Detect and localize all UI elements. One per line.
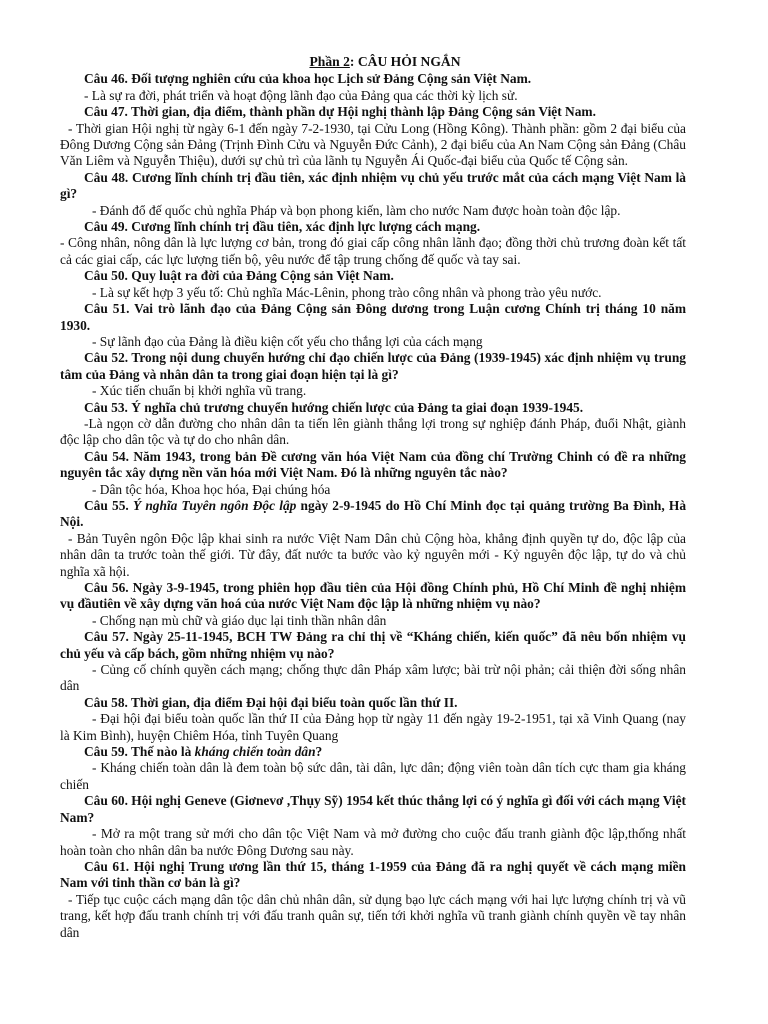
- question-59-italic: kháng chiến toàn dân: [194, 744, 316, 760]
- question-55-pre: Câu 55.: [84, 497, 133, 513]
- answer-52: - Xúc tiến chuẩn bị khởi nghĩa vũ trang.: [92, 383, 307, 399]
- question-59-post: ?: [315, 744, 323, 760]
- answer-46: - Là sự ra đời, phát triển và hoạt động lãnh đạo của Đảng qua các thời kỳ lịch sử.: [84, 87, 518, 103]
- question-55-italic: Ý nghĩa Tuyên ngôn Độc lập: [132, 497, 297, 513]
- page-title: [84, 54, 686, 70]
- title-rest: : CÂU HỎI NGẮN: [349, 54, 461, 69]
- question-59-pre: Câu 59. Thế nào là: [84, 744, 195, 760]
- answer-48: - Đánh đổ đế quốc chủ nghĩa Pháp và bọn phong kiến, làm cho nước Nam được hoàn toàn độc lập.: [92, 202, 621, 218]
- answer-50: - Là sự kết hợp 3 yếu tố: Chủ nghĩa Mác-Lênin, phong trào công nhân và phong trào yêu nước.: [92, 284, 602, 300]
- question-59: [84, 744, 686, 760]
- question-46: Câu 46. Đối tượng nghiên cứu của khoa học Lịch sử Đảng Cộng sản Việt Nam.: [84, 71, 532, 87]
- question-55-post: ngày 2-9-1945 do Hồ Chí Minh đọc tại quảng trường Ba Đình, Hà Nội.: [60, 497, 687, 530]
- question-55: [60, 498, 686, 531]
- answer-60: - Mở ra một trang sử mới cho dân tộc Việt Nam và mở đường cho cuộc đấu tranh giành độc lập,thống nhất hoàn toàn cho nhân dân ba nước Đông Dương sau này.: [60, 826, 686, 858]
- question-52: Câu 52. Trong nội dung chuyển hướng chỉ đạo chiến lược của Đảng (1939-1945) xác định nhiệm vụ trung tâm của Đảng và nhân dân ta trong giai đoạn hiện tại là gì?: [60, 350, 686, 382]
- question-58: Câu 58. Thời gian, địa điểm Đại hội đại biểu toàn quốc lần thứ II.: [84, 694, 458, 710]
- answer-56: - Chống nạn mù chữ và giáo dục lại tinh thần nhân dân: [92, 612, 387, 628]
- answer-53: -Là ngọn cờ dẫn đường cho nhân dân ta tiến lên giành thắng lợi trong sự nghiệp đánh Pháp, đuổi Nhật, giành độc lập cho dân tộc và tự do cho nhân dân.: [60, 415, 686, 448]
- question-49: Câu 49. Cương lĩnh chính trị đầu tiên, xác định lực lượng cách mạng.: [84, 219, 481, 235]
- answer-61: - Tiếp tục cuộc cách mạng dân tộc dân chủ nhân dân, sử dụng bạo lực cách mạng với hai lực lượng chính trị và vũ trang, kết hợp đấu tranh chính trị với đấu tranh quân sự, tiến tới khởi nghĩa vũ tranh giành chính quyền về tay nhân dân: [60, 891, 686, 940]
- question-51: Câu 51. Vai trò lãnh đạo của Đảng Cộng sản Đông dương trong Luận cương Chính trị tháng 10 năm 1930.: [60, 301, 686, 333]
- answer-54: - Dân tộc hóa, Khoa học hóa, Đại chúng hóa: [92, 481, 331, 497]
- question-56: Câu 56. Ngày 3-9-1945, trong phiên họp đầu tiên của Hội đồng Chính phủ, Hồ Chí Minh đề nghị nhiệm vụ đầutiên về xây dựng văn hoá của nước Việt Nam độc lập là những nhiệm vụ nào?: [60, 580, 686, 612]
- question-47: Câu 47. Thời gian, địa điểm, thành phần dự Hội nghị thành lập Đảng Cộng sản Việt Nam.: [84, 104, 596, 120]
- answer-55: - Bản Tuyên ngôn Độc lập khai sinh ra nước Việt Nam Dân chủ Cộng hòa, khẳng định quyền tự do, độc lập của nhân dân ta trước toàn thế giới. Từ đây, đất nước ta bước vào kỷ nguyên mới - Kỷ nguyên độc lập, tự do và chủ nghĩa xã hội.: [60, 530, 686, 579]
- question-60: Câu 60. Hội nghị Geneve (Giơnevơ ,Thụy Sỹ) 1954 kết thúc thắng lợi có ý nghĩa gì đối với cách mạng Việt Nam?: [60, 793, 686, 825]
- answer-47: - Thời gian Hội nghị từ ngày 6-1 đến ngày 7-2-1930, tại Cửu Long (Hồng Kông). Thành phần: gồm 2 đại biểu của Đông Dương Cộng sản Đảng (Trịnh Đình Cửu và Nguyễn Đức Cảnh), 2 đại biểu của An Nam Cộng sản Đảng (Châu Văn Liêm và Nguyễn Thiệu), dưới sự chủ trì của lãnh tụ Nguyễn Ái Quốc-đại biểu của Quốc tế Cộng sản.: [60, 120, 686, 169]
- answer-58: - Đại hội đại biểu toàn quốc lần thứ II của Đảng họp từ ngày 11 đến ngày 19-2-1951, tại xã Vinh Quang (nay là Kim Bình), huyện Chiêm Hóa, tỉnh Tuyên Quang: [60, 711, 686, 743]
- answer-51: - Sự lãnh đạo của Đảng là điều kiện cốt yếu cho thắng lợi của cách mạng: [92, 333, 483, 349]
- answer-59: - Kháng chiến toàn dân là đem toàn bộ sức dân, tài dân, lực dân; động viên toàn dân tích cực tham gia kháng chiến: [60, 760, 686, 792]
- title-prefix: Phần 2: [309, 54, 350, 69]
- question-53: Câu 53. Ý nghĩa chủ trương chuyển hướng chiến lược của Đảng ta giai đoạn 1939-1945.: [84, 399, 584, 415]
- question-61: Câu 61. Hội nghị Trung ương lần thứ 15, tháng 1-1959 của Đảng đã ra nghị quyết về cách mạng miền Nam với tinh thần cơ bản là gì?: [60, 858, 686, 891]
- question-50: Câu 50. Quy luật ra đời của Đảng Cộng sản Việt Nam.: [84, 268, 394, 284]
- answer-49: - Công nhân, nông dân là lực lượng cơ bản, trong đó giai cấp công nhân lãnh đạo; đồng thời chủ trương đoàn kết tất cả các giai cấp, các lực lượng tiến bộ, yêu nước để tập trung chống đế quốc và tay sai.: [60, 235, 686, 267]
- question-54: Câu 54. Năm 1943, trong bản Đề cương văn hóa Việt Nam của đồng chí Trường Chinh có đề ra những nguyên tắc xây dựng nền văn hóa mới Việt Nam. Đó là những nguyên tắc nào?: [60, 448, 686, 481]
- answer-57: - Củng cố chính quyền cách mạng; chống thực dân Pháp xâm lược; bài trừ nội phản; cải thiện đời sống nhân dân: [60, 662, 686, 694]
- question-48: Câu 48. Cương lĩnh chính trị đầu tiên, xác định nhiệm vụ chủ yếu trước mắt của cách mạng Việt Nam là gì?: [60, 169, 686, 202]
- question-57: Câu 57. Ngày 25-11-1945, BCH TW Đảng ra chỉ thị về “Kháng chiến, kiến quốc” đã nêu bốn nhiệm vụ chủ yếu và cấp bách, gồm những nhiệm vụ nào?: [60, 629, 686, 661]
